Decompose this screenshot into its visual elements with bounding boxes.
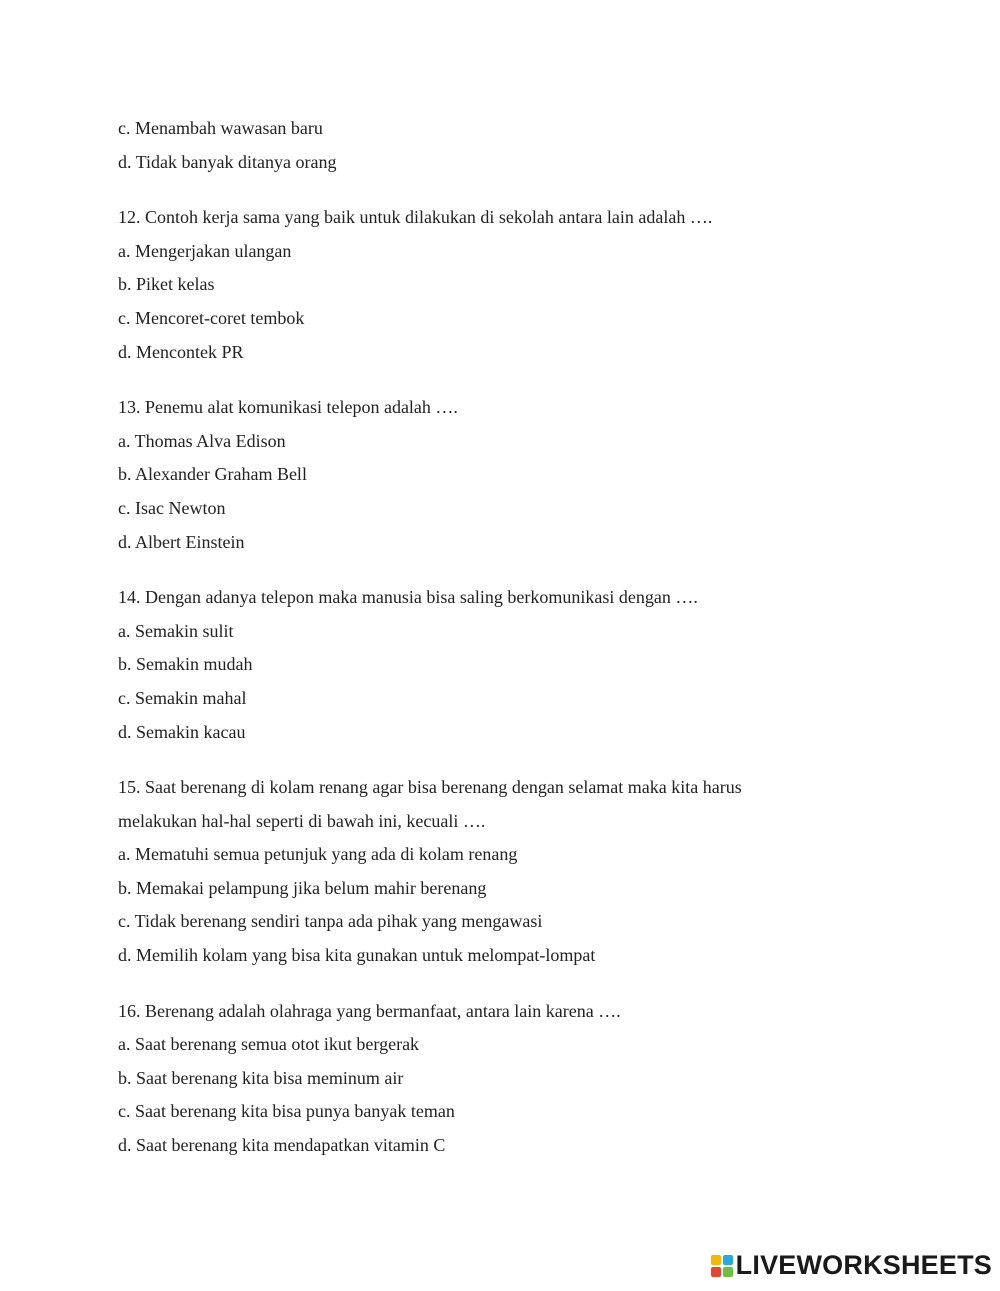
option-text: a. Semakin sulit xyxy=(118,620,234,641)
question-text: melakukan hal-hal seperti di bawah ini, kecuali …. xyxy=(118,810,486,831)
worksheet-page xyxy=(118,112,878,1185)
option-text: d. Tidak banyak ditanya orang xyxy=(118,151,337,172)
option-text: b. Saat berenang kita bisa meminum air xyxy=(118,1067,404,1088)
liveworksheets-logo xyxy=(711,1250,992,1281)
question-14 xyxy=(118,581,878,749)
option-text: a. Saat berenang semua otot ikut bergerak xyxy=(118,1034,420,1055)
option-text: d. Semakin kacau xyxy=(118,721,246,742)
option-text: c. Isac Newton xyxy=(118,497,226,518)
question-text: 16. Berenang adalah olahraga yang bermanfaat, antara lain karena …. xyxy=(118,1000,621,1021)
question-text: 15. Saat berenang di kolam renang agar bisa berenang dengan selamat maka kita harus xyxy=(118,777,742,798)
option-text: d. Saat berenang kita mendapatkan vitamin C xyxy=(118,1135,446,1156)
question-text: 12. Contoh kerja sama yang baik untuk dilakukan di sekolah antara lain adalah …. xyxy=(118,207,713,228)
logo-cell xyxy=(723,1267,733,1277)
option-text: c. Tidak berenang sendiri tanpa ada pihak yang mengawasi xyxy=(118,911,543,932)
option-text: c. Semakin mahal xyxy=(118,687,247,708)
option-text: c. Menambah wawasan baru xyxy=(118,118,323,138)
option-text: a. Mengerjakan ulangan xyxy=(118,240,292,261)
logo-grid-icon xyxy=(711,1255,733,1277)
option-text: b. Semakin mudah xyxy=(118,654,253,675)
question-15 xyxy=(118,771,878,973)
continuation-options xyxy=(118,112,878,179)
option-text: b. Piket kelas xyxy=(118,274,215,295)
option-text: a. Mematuhi semua petunjuk yang ada di kolam renang xyxy=(118,844,518,865)
option-text: d. Mencontek PR xyxy=(118,341,244,362)
option-text: d. Memilih kolam yang bisa kita gunakan untuk melompat-lompat xyxy=(118,945,596,966)
option-text: b. Alexander Graham Bell xyxy=(118,464,307,485)
option-text: c. Saat berenang kita bisa punya banyak teman xyxy=(118,1101,455,1122)
question-text: 14. Dengan adanya telepon maka manusia bisa saling berkomunikasi dengan …. xyxy=(118,587,698,608)
option-text: c. Mencoret-coret tembok xyxy=(118,307,305,328)
logo-cell xyxy=(711,1255,721,1265)
question-text: 13. Penemu alat komunikasi telepon adalah …. xyxy=(118,397,458,418)
option-text: a. Thomas Alva Edison xyxy=(118,430,286,451)
logo-cell xyxy=(723,1255,733,1265)
option-text: d. Albert Einstein xyxy=(118,531,245,552)
question-13 xyxy=(118,391,878,559)
option-text: b. Memakai pelampung jika belum mahir berenang xyxy=(118,877,487,898)
logo-cell xyxy=(711,1267,721,1277)
logo-text: LIVEWORKSHEETS xyxy=(735,1250,992,1280)
question-12 xyxy=(118,201,878,369)
question-16 xyxy=(118,995,878,1163)
